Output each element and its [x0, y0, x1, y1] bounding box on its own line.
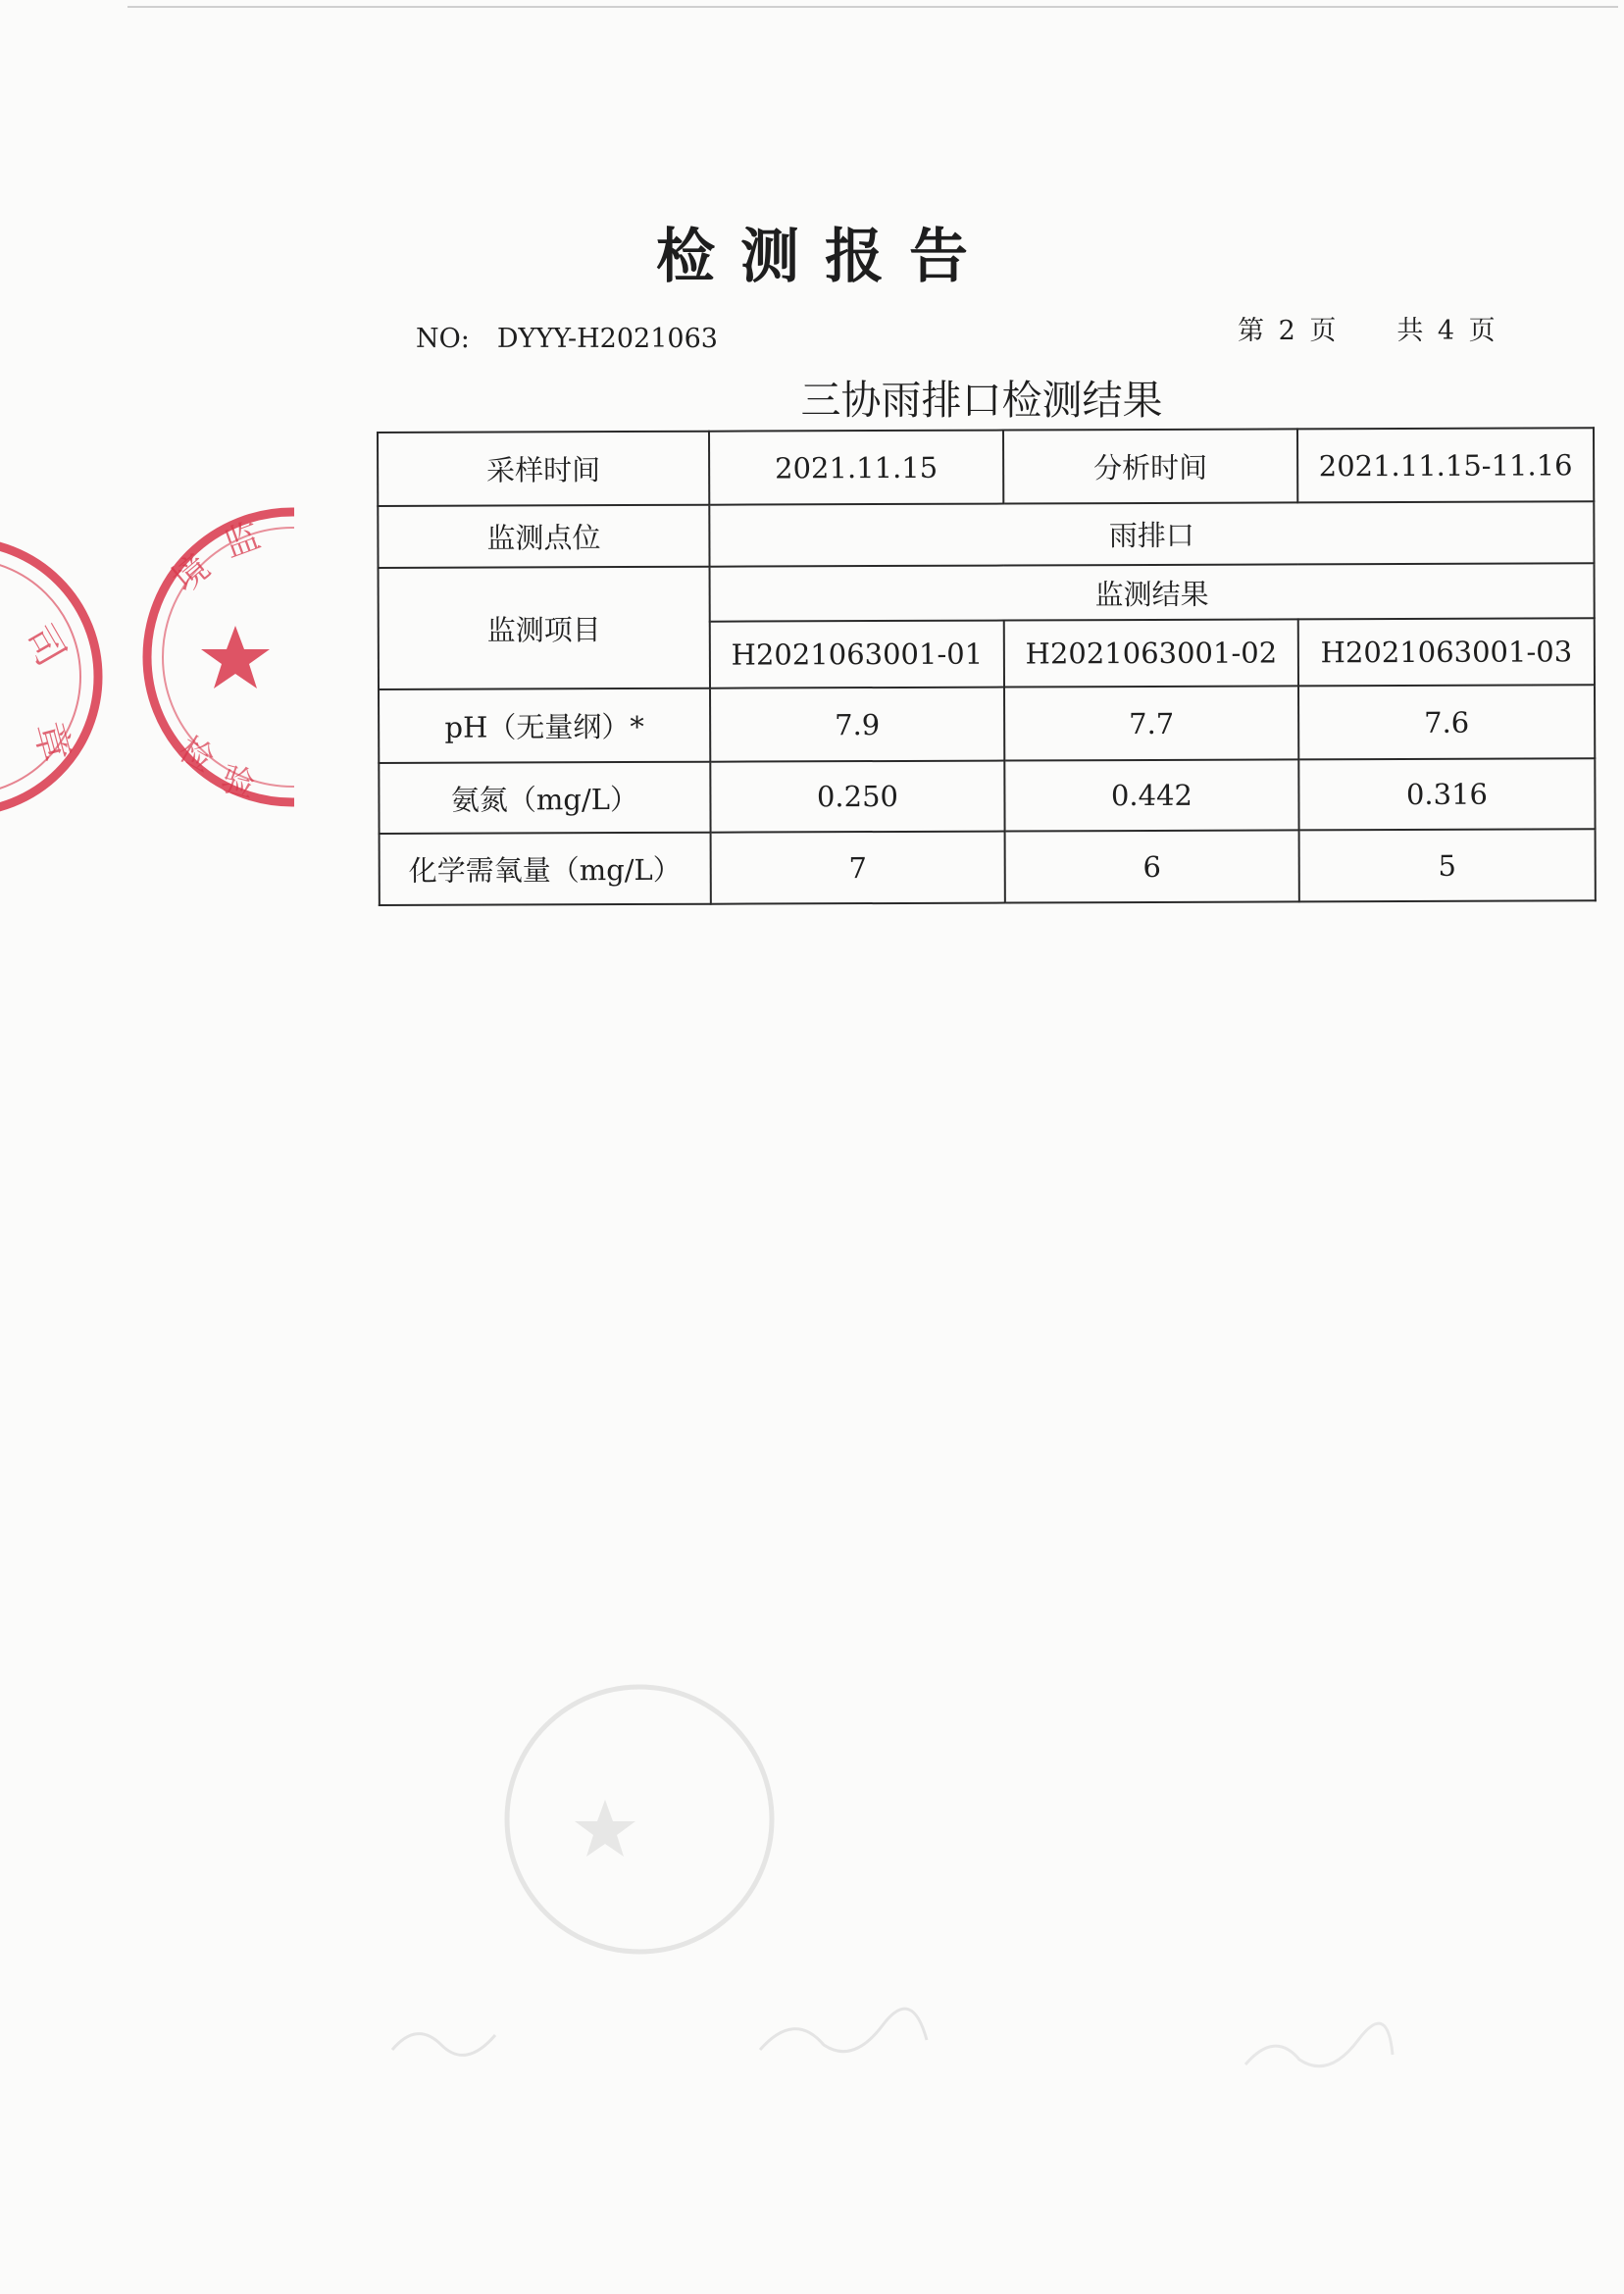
table-row — [379, 685, 1595, 763]
table-row — [378, 428, 1594, 506]
result-value: 0.442 — [1004, 759, 1298, 831]
result-value: 6 — [1005, 830, 1299, 902]
result-value: 0.250 — [710, 761, 1004, 833]
table-title: 三协雨排口检测结果 — [800, 377, 1163, 424]
svg-text:司: 司 — [15, 617, 75, 674]
sampling-time-value: 2021.11.15 — [709, 431, 1003, 505]
sample-id: H2021063001-02 — [1004, 619, 1298, 687]
analysis-time-value: 2021.11.15-11.16 — [1297, 428, 1594, 502]
bleed-through-signature — [755, 2006, 932, 2078]
inspection-seal — [135, 498, 294, 817]
result-value: 7.9 — [710, 688, 1004, 762]
item-name: 氨氮（mg/L） — [379, 762, 710, 834]
monitoring-point-value: 雨排口 — [709, 501, 1594, 566]
company-seal-left — [0, 525, 108, 829]
page-indicator — [1238, 309, 1496, 347]
result-value: 7.6 — [1298, 685, 1595, 759]
report-title: 检测报告 — [656, 223, 993, 291]
svg-text:境: 境 — [165, 547, 219, 601]
results-table — [377, 427, 1597, 906]
svg-text:验: 验 — [217, 759, 260, 806]
bleed-through-signature — [1241, 2015, 1397, 2088]
scan-edge-line — [127, 6, 1618, 8]
svg-text:检: 检 — [172, 729, 221, 781]
page-current: 第 2 页 — [1238, 316, 1337, 346]
result-value: 7.7 — [1004, 686, 1298, 760]
report-number-label: NO: — [416, 324, 470, 354]
svg-text:监: 监 — [218, 515, 266, 566]
sampling-time-label: 采样时间 — [378, 432, 709, 506]
result-value: 0.316 — [1298, 758, 1595, 830]
table-row — [380, 829, 1596, 905]
page-total: 共 4 页 — [1396, 316, 1496, 346]
svg-text:章: 章 — [25, 717, 78, 767]
monitoring-result-label: 监测结果 — [710, 563, 1595, 621]
monitoring-item-label: 监测项目 — [379, 567, 710, 689]
report-number-value: DYYY-H2021063 — [496, 324, 718, 354]
table-row — [379, 563, 1595, 623]
table-row — [378, 501, 1594, 568]
result-value: 5 — [1299, 829, 1596, 901]
sample-id: H2021063001-03 — [1298, 618, 1595, 686]
monitoring-point-label: 监测点位 — [378, 505, 709, 568]
item-name: 化学需氧量（mg/L） — [380, 833, 711, 905]
table-row — [379, 758, 1595, 834]
item-name: pH（无量纲）* — [379, 688, 710, 763]
bleed-through-signature — [387, 2011, 505, 2073]
sample-id: H2021063001-01 — [710, 621, 1004, 688]
report-number — [416, 324, 718, 354]
analysis-time-label: 分析时间 — [1003, 429, 1297, 503]
result-value: 7 — [711, 832, 1005, 904]
bleed-through-seal — [502, 1662, 777, 1990]
